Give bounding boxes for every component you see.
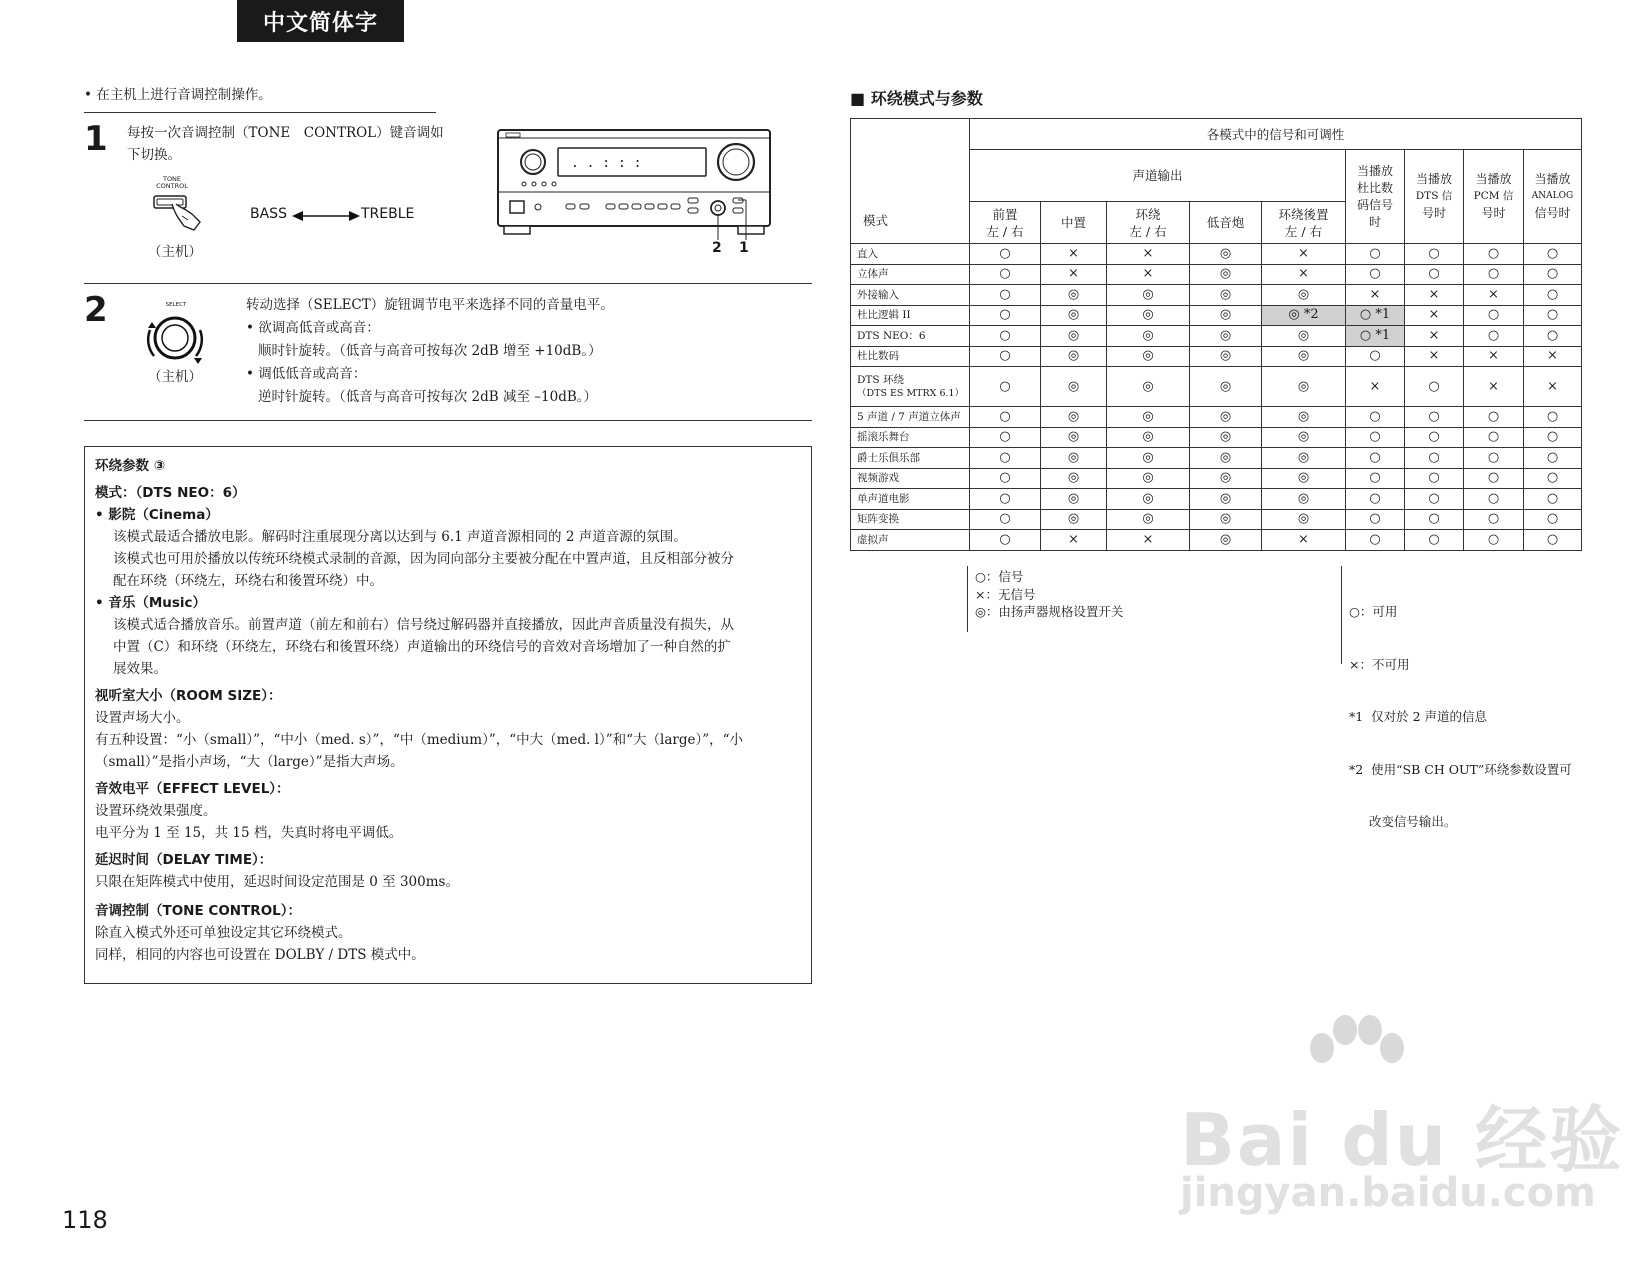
header-col-subwoofer [1190, 202, 1262, 244]
col-line: 环绕後置 [1278, 206, 1329, 222]
play-col-line: ANALOG [1531, 191, 1574, 201]
step2-line3: 顺时针旋转。（低音与高音可按每次 2dB 增至 +10dB。） [258, 343, 602, 359]
delay-time-title: 延迟时间（DELAY TIME）： [95, 852, 273, 868]
table-cell: ○ [1405, 468, 1464, 489]
table-cell: ○ [1524, 448, 1582, 469]
table-cell: ◎ [1041, 489, 1107, 510]
table-cell: ○ [1405, 367, 1464, 407]
table-cell: ◎ [1190, 407, 1262, 428]
table-cell: ◎ [1041, 305, 1107, 326]
table-cell: ◎ [1190, 326, 1262, 347]
play-col-line: 当播放 [1534, 172, 1571, 186]
table-cell: ○ [970, 407, 1041, 428]
tone-intro-bullet: • 在主机上进行音调控制操作。 [84, 87, 272, 103]
divider [84, 420, 812, 421]
table-cell: × [1262, 530, 1346, 551]
cinema-text-2: 该模式也可用於播放以传统环绕模式录制的音源，因为同向部分主要被分配在中置声道，且反相部分被分 [113, 551, 734, 567]
table-cell: ○ [1524, 285, 1582, 306]
table-cell: × [1464, 367, 1524, 407]
col-line: 低音炮 [1206, 215, 1245, 230]
table-row [851, 367, 1582, 407]
mode-name: 立体声 [857, 268, 889, 281]
table-cell: ○ [970, 326, 1041, 347]
mode-name: 矩阵变换 [857, 513, 899, 526]
play-col-line: 时 [1368, 214, 1381, 229]
table-cell: ◎ [1190, 285, 1262, 306]
mode-name: 杜比逻辑 II [857, 309, 911, 322]
table-cell: ○ [1464, 530, 1524, 551]
table-cell: × [1346, 285, 1405, 306]
table-row [851, 509, 1582, 530]
table-cell: × [1346, 367, 1405, 407]
effect-level-text-1: 设置环绕效果强度。 [95, 803, 217, 819]
table-cell: ◎ [1107, 468, 1190, 489]
table-cell: ◎ [1041, 448, 1107, 469]
callout-1: 1 [739, 240, 749, 256]
table-cell: ◎ [1190, 489, 1262, 510]
table-cell: ○ [1346, 346, 1405, 367]
table-cell: × [1524, 346, 1582, 367]
legend-item: 改变信号输出。 [1349, 814, 1457, 829]
play-col-line: 杜比数 [1356, 180, 1393, 195]
table-cell: ○ *1 [1346, 305, 1405, 326]
effect-level-text-2: 电平分为 1 至 15，共 15 档，失真时将电平调低。 [95, 825, 403, 841]
watermark-url: jingyan.baidu.com [1180, 1170, 1596, 1216]
table-row [851, 305, 1582, 326]
table-cell: ◎ [1107, 305, 1190, 326]
legend-item: ◎：由扬声器规格设置开关 [975, 604, 1124, 619]
table-cell: ◎ [1041, 367, 1107, 407]
table-row [851, 326, 1582, 347]
header-play-dts [1405, 150, 1464, 244]
legend-right [1349, 568, 1572, 848]
col-line: 前置 [992, 206, 1018, 222]
table-cell: ○ [1346, 264, 1405, 285]
language-tab: 中文简体字 [237, 0, 404, 42]
mode-name-cell [851, 407, 970, 428]
table-cell: ○ [1405, 427, 1464, 448]
table-cell: ○ [970, 285, 1041, 306]
col-line: 左 / 右 [1284, 223, 1323, 239]
table-cell: ○ [1524, 530, 1582, 551]
step2-line4: • 调低低音或高音： [246, 366, 367, 382]
col-line: 环绕 [1135, 206, 1161, 222]
mode-name-cell [851, 448, 970, 469]
mode-name: 直入 [857, 247, 878, 260]
table-cell: ○ [970, 468, 1041, 489]
table-cell: ○ [1464, 264, 1524, 285]
table-cell: ○ [1346, 468, 1405, 489]
table-cell: ◎ [1262, 346, 1346, 367]
step1-main-unit-label: （主机） [148, 244, 202, 260]
header-channel-output: 声道输出 [970, 150, 1346, 202]
table-cell: ○ [1346, 407, 1405, 428]
table-cell: ◎ *2 [1262, 305, 1346, 326]
table-cell: × [1107, 244, 1190, 265]
table-cell: × [1405, 326, 1464, 347]
bass-treble-arrow-icon [292, 210, 360, 222]
table-cell: ○ *1 [1346, 326, 1405, 347]
table-row [851, 530, 1582, 551]
table-cell: ◎ [1107, 489, 1190, 510]
table-cell: ○ [1405, 407, 1464, 428]
table-cell: ○ [1405, 244, 1464, 265]
table-cell: ○ [1346, 244, 1405, 265]
legend-left [975, 568, 1123, 621]
mode-name-cell [851, 305, 970, 326]
table-cell: ○ [1464, 448, 1524, 469]
table-row [851, 244, 1582, 265]
mode-name-cell [851, 285, 970, 306]
table-cell: ◎ [1041, 407, 1107, 428]
table-cell: ○ [1464, 509, 1524, 530]
mode-name-cell [851, 509, 970, 530]
table-cell: ◎ [1190, 509, 1262, 530]
table-cell: ○ [1405, 509, 1464, 530]
table-cell: ○ [1346, 530, 1405, 551]
legend-divider [1341, 566, 1342, 664]
table-cell: ○ [970, 448, 1041, 469]
table-cell: ◎ [1107, 427, 1190, 448]
table-cell: ○ [1464, 489, 1524, 510]
mode-name: 虚拟声 [857, 533, 889, 546]
col-line: 中置 [1060, 215, 1086, 230]
table-cell: ○ [970, 244, 1041, 265]
mode-name: DTS NEO：6 [857, 329, 926, 342]
mode-name: 5 声道 / 7 声道立体声 [857, 410, 961, 423]
delay-time-text-1: 只限在矩阵模式中使用，延迟时间设定范围是 0 至 300ms。 [95, 874, 459, 890]
table-cell: × [1464, 346, 1524, 367]
header-play-pcm [1464, 150, 1524, 244]
mode-name-cell [851, 530, 970, 551]
step1-text-line1: 每按一次音调控制（TONE CONTROL）键音调如 [127, 125, 444, 141]
legend-divider [967, 566, 968, 632]
table-section-title: ■ 环绕模式与参数 [850, 89, 983, 108]
table-cell: ◎ [1107, 407, 1190, 428]
legend-item: ×：无信号 [975, 586, 1036, 602]
mode-name: 外接输入 [857, 288, 899, 301]
header-play-dolby [1346, 150, 1405, 244]
table-cell: ○ [1464, 326, 1524, 347]
effect-level-title: 音效电平（EFFECT LEVEL）： [95, 781, 290, 797]
table-cell: ○ [1524, 407, 1582, 428]
table-cell: ○ [970, 367, 1041, 407]
cinema-title: • 影院（Cinema） [95, 507, 219, 523]
table-cell: ○ [1346, 427, 1405, 448]
mode-name: 杜比数码 [857, 350, 899, 363]
table-row [851, 468, 1582, 489]
col-line: 左 / 右 [986, 223, 1024, 239]
page-number: 118 [62, 1206, 108, 1234]
table-cell: ○ [970, 346, 1041, 367]
cinema-text-1: 该模式最适合播放电影。解码时注重展现分离以达到与 6.1 声道音源相同的 2 声道音源的氛围。 [113, 529, 687, 545]
play-col-line: 号时 [1421, 206, 1446, 220]
step-number-2: 2 [84, 290, 108, 330]
play-col-line: 号时 [1481, 206, 1506, 220]
play-col-line: 当播放 [1475, 172, 1512, 186]
header-col-front [970, 202, 1041, 244]
table-cell: ◎ [1190, 367, 1262, 407]
mode-name-cell [851, 367, 970, 407]
table-cell: ○ [1524, 509, 1582, 530]
table-cell: ◎ [1190, 346, 1262, 367]
mode-name-cell [851, 489, 970, 510]
table-cell: ○ [1405, 448, 1464, 469]
table-cell: × [1405, 305, 1464, 326]
play-col-line: 信号时 [1534, 206, 1571, 220]
select-knob-icon [140, 300, 210, 368]
header-signals: 各模式中的信号和可调性 [970, 119, 1582, 150]
tone-control-text-1: 除直入模式外还可单独设定其它环绕模式。 [95, 925, 352, 941]
table-cell: ○ [1346, 448, 1405, 469]
table-cell: × [1524, 367, 1582, 407]
table-cell: ○ [1346, 489, 1405, 510]
table-cell: ○ [1464, 407, 1524, 428]
mode-name: 摇滚乐舞台 [857, 431, 910, 444]
table-cell: ◎ [1190, 264, 1262, 285]
play-col-line: 当播放 [1415, 172, 1452, 186]
surround-mode-table [850, 118, 1582, 551]
params-mode-label: 模式：（DTS NEO：6） [95, 485, 246, 501]
table-cell: ◎ [1041, 326, 1107, 347]
table-row [851, 427, 1582, 448]
music-title: • 音乐（Music） [95, 595, 207, 611]
table-cell: ○ [1524, 468, 1582, 489]
table-cell: ○ [1464, 305, 1524, 326]
mode-name-cell [851, 244, 970, 265]
mode-name: DTS 环绕 [857, 373, 904, 386]
header-col-surround-back [1262, 202, 1346, 244]
legend-item: ○：可用 [1349, 604, 1398, 619]
table-cell: ◎ [1107, 367, 1190, 407]
table-cell: ○ [970, 305, 1041, 326]
table-cell: × [1041, 530, 1107, 551]
step-number-1: 1 [84, 119, 108, 159]
table-cell: ◎ [1262, 509, 1346, 530]
table-cell: ○ [1524, 326, 1582, 347]
table-cell: × [1041, 244, 1107, 265]
select-knob-label: SELECT [165, 302, 187, 308]
table-cell: ○ [1524, 244, 1582, 265]
legend-item: *1 仅对於 2 声道的信息 [1349, 709, 1488, 724]
table-cell: ◎ [1262, 427, 1346, 448]
watermark-brand: Bai du 经验 [1180, 1098, 1624, 1182]
table-cell: × [1405, 346, 1464, 367]
play-col-line: 码信号 [1356, 197, 1393, 212]
table-cell: ◎ [1107, 346, 1190, 367]
table-row [851, 489, 1582, 510]
table-cell: ○ [1524, 264, 1582, 285]
table-cell: ◎ [1190, 448, 1262, 469]
cinema-text-3: 配在环绕（环绕左，环绕右和後置环绕）中。 [113, 573, 383, 589]
col-line: 左 / 右 [1129, 223, 1167, 239]
table-cell: ◎ [1107, 285, 1190, 306]
table-cell: ◎ [1041, 285, 1107, 306]
table-cell: × [1041, 264, 1107, 285]
tone-control-title: 音调控制（TONE CONTROL）： [95, 903, 302, 919]
callout-2: 2 [712, 240, 722, 256]
table-row [851, 407, 1582, 428]
table-cell: ◎ [1107, 509, 1190, 530]
table-cell: ◎ [1107, 326, 1190, 347]
legend-item: ○：信号 [975, 569, 1024, 584]
play-col-line: DTS 信 [1415, 190, 1453, 202]
table-cell: ◎ [1262, 285, 1346, 306]
header-play-analog [1524, 150, 1582, 244]
room-size-text-1: 设置声场大小。 [95, 710, 190, 726]
legend-item: ×：不可用 [1349, 656, 1410, 672]
table-cell: × [1464, 285, 1524, 306]
table-cell: ◎ [1262, 407, 1346, 428]
step2-line5: 逆时针旋转。（低音与高音可按每次 2dB 减至 –10dB。） [258, 389, 598, 405]
music-text-2: 中置（C）和环绕（环绕左，环绕右和後置环绕）声道输出的环绕信号的音效对音场增加了一种自然的扩 [113, 639, 731, 655]
mode-name: 视频游戏 [857, 472, 899, 485]
table-cell: ◎ [1190, 305, 1262, 326]
table-cell: ○ [970, 489, 1041, 510]
table-cell: ○ [1464, 468, 1524, 489]
table-cell: ○ [970, 530, 1041, 551]
play-col-line: 当播放 [1356, 163, 1393, 178]
table-cell: ◎ [1041, 427, 1107, 448]
treble-label: TREBLE [361, 206, 415, 222]
bass-label: BASS [250, 206, 287, 222]
table-cell: ◎ [1190, 427, 1262, 448]
step2-main-unit-label: （主机） [148, 369, 202, 385]
divider [84, 283, 812, 284]
table-cell: ◎ [1041, 509, 1107, 530]
table-cell: ○ [1524, 305, 1582, 326]
mode-name-cell [851, 468, 970, 489]
table-body [851, 244, 1582, 551]
table-row [851, 448, 1582, 469]
table-cell: ◎ [1041, 346, 1107, 367]
mode-name-cell [851, 427, 970, 448]
table-cell: ○ [1405, 489, 1464, 510]
header-col-center [1041, 202, 1107, 244]
room-size-text-2: 有五种设置：“小（small）”，“中小（med. s）”，“中（medium）”，“中大（med. l）”和“大（large）”，“小 [95, 732, 744, 748]
table-cell: ◎ [1262, 448, 1346, 469]
table-cell: ◎ [1107, 448, 1190, 469]
header-mode: 模式 [851, 119, 970, 244]
table-row [851, 264, 1582, 285]
table-cell: ○ [1524, 427, 1582, 448]
legend-item: *2 使用“SB CH OUT”环绕参数设置可 [1349, 761, 1572, 777]
table-row [851, 346, 1582, 367]
room-size-text-3: （small）”是指小声场，“大（large）”是指大声场。 [95, 754, 404, 770]
mode-name: 爵士乐俱乐部 [857, 451, 920, 464]
room-size-title: 视听室大小（ROOM SIZE）： [95, 688, 282, 704]
table-cell: ◎ [1041, 468, 1107, 489]
mode-name-sub: （DTS ES MTRX 6.1） [857, 387, 965, 399]
play-col-line: PCM 信 [1473, 190, 1514, 202]
table-cell: ○ [1464, 244, 1524, 265]
table-cell: ◎ [1190, 468, 1262, 489]
tone-control-text-2: 同样，相同的内容也可设置在 DOLBY / DTS 模式中。 [95, 947, 425, 963]
table-row [851, 285, 1582, 306]
header-col-surround [1107, 202, 1190, 244]
music-text-3: 展效果。 [113, 661, 167, 677]
step2-line2: • 欲调高低音或高音： [246, 320, 380, 336]
tone-button-label-top: TONE [162, 175, 182, 183]
table-cell: ○ [1405, 530, 1464, 551]
mode-name: 单声道电影 [857, 492, 910, 505]
surround-parameters-box [84, 446, 812, 984]
table-cell: ◎ [1190, 530, 1262, 551]
mode-name-cell [851, 326, 970, 347]
table-cell: × [1107, 530, 1190, 551]
baidu-paw-logo [1300, 1012, 1410, 1084]
mode-name-cell [851, 346, 970, 367]
table-cell: × [1262, 264, 1346, 285]
table-cell: ○ [1464, 427, 1524, 448]
table-cell: ○ [970, 509, 1041, 530]
table-cell: ◎ [1262, 367, 1346, 407]
table-cell: ○ [1405, 264, 1464, 285]
table-cell: ○ [1346, 509, 1405, 530]
table-cell: ◎ [1262, 468, 1346, 489]
table-cell: ◎ [1262, 326, 1346, 347]
table-cell: ○ [970, 427, 1041, 448]
mode-name-cell [851, 264, 970, 285]
step1-text-line2: 下切换。 [127, 147, 181, 163]
divider [84, 112, 436, 113]
receiver-front-panel-illustration [496, 128, 772, 242]
table-cell: ◎ [1262, 489, 1346, 510]
params-title: 环绕参数 ③ [95, 458, 166, 474]
tone-button-label-bottom: CONTROL [156, 182, 188, 190]
svg-text:. . : : :: . . : : : [571, 156, 642, 171]
table-cell: × [1405, 285, 1464, 306]
table-cell: × [1262, 244, 1346, 265]
step2-line1: 转动选择（SELECT）旋钮调节电平来选择不同的音量电平。 [246, 297, 614, 313]
music-text-1: 该模式适合播放音乐。前置声道（前左和前右）信号绕过解码器并直接播放，因此声音质量没有损失，从 [113, 617, 734, 633]
table-cell: × [1107, 264, 1190, 285]
table-cell: ○ [1524, 489, 1582, 510]
table-cell: ◎ [1190, 244, 1262, 265]
table-cell: ○ [970, 264, 1041, 285]
